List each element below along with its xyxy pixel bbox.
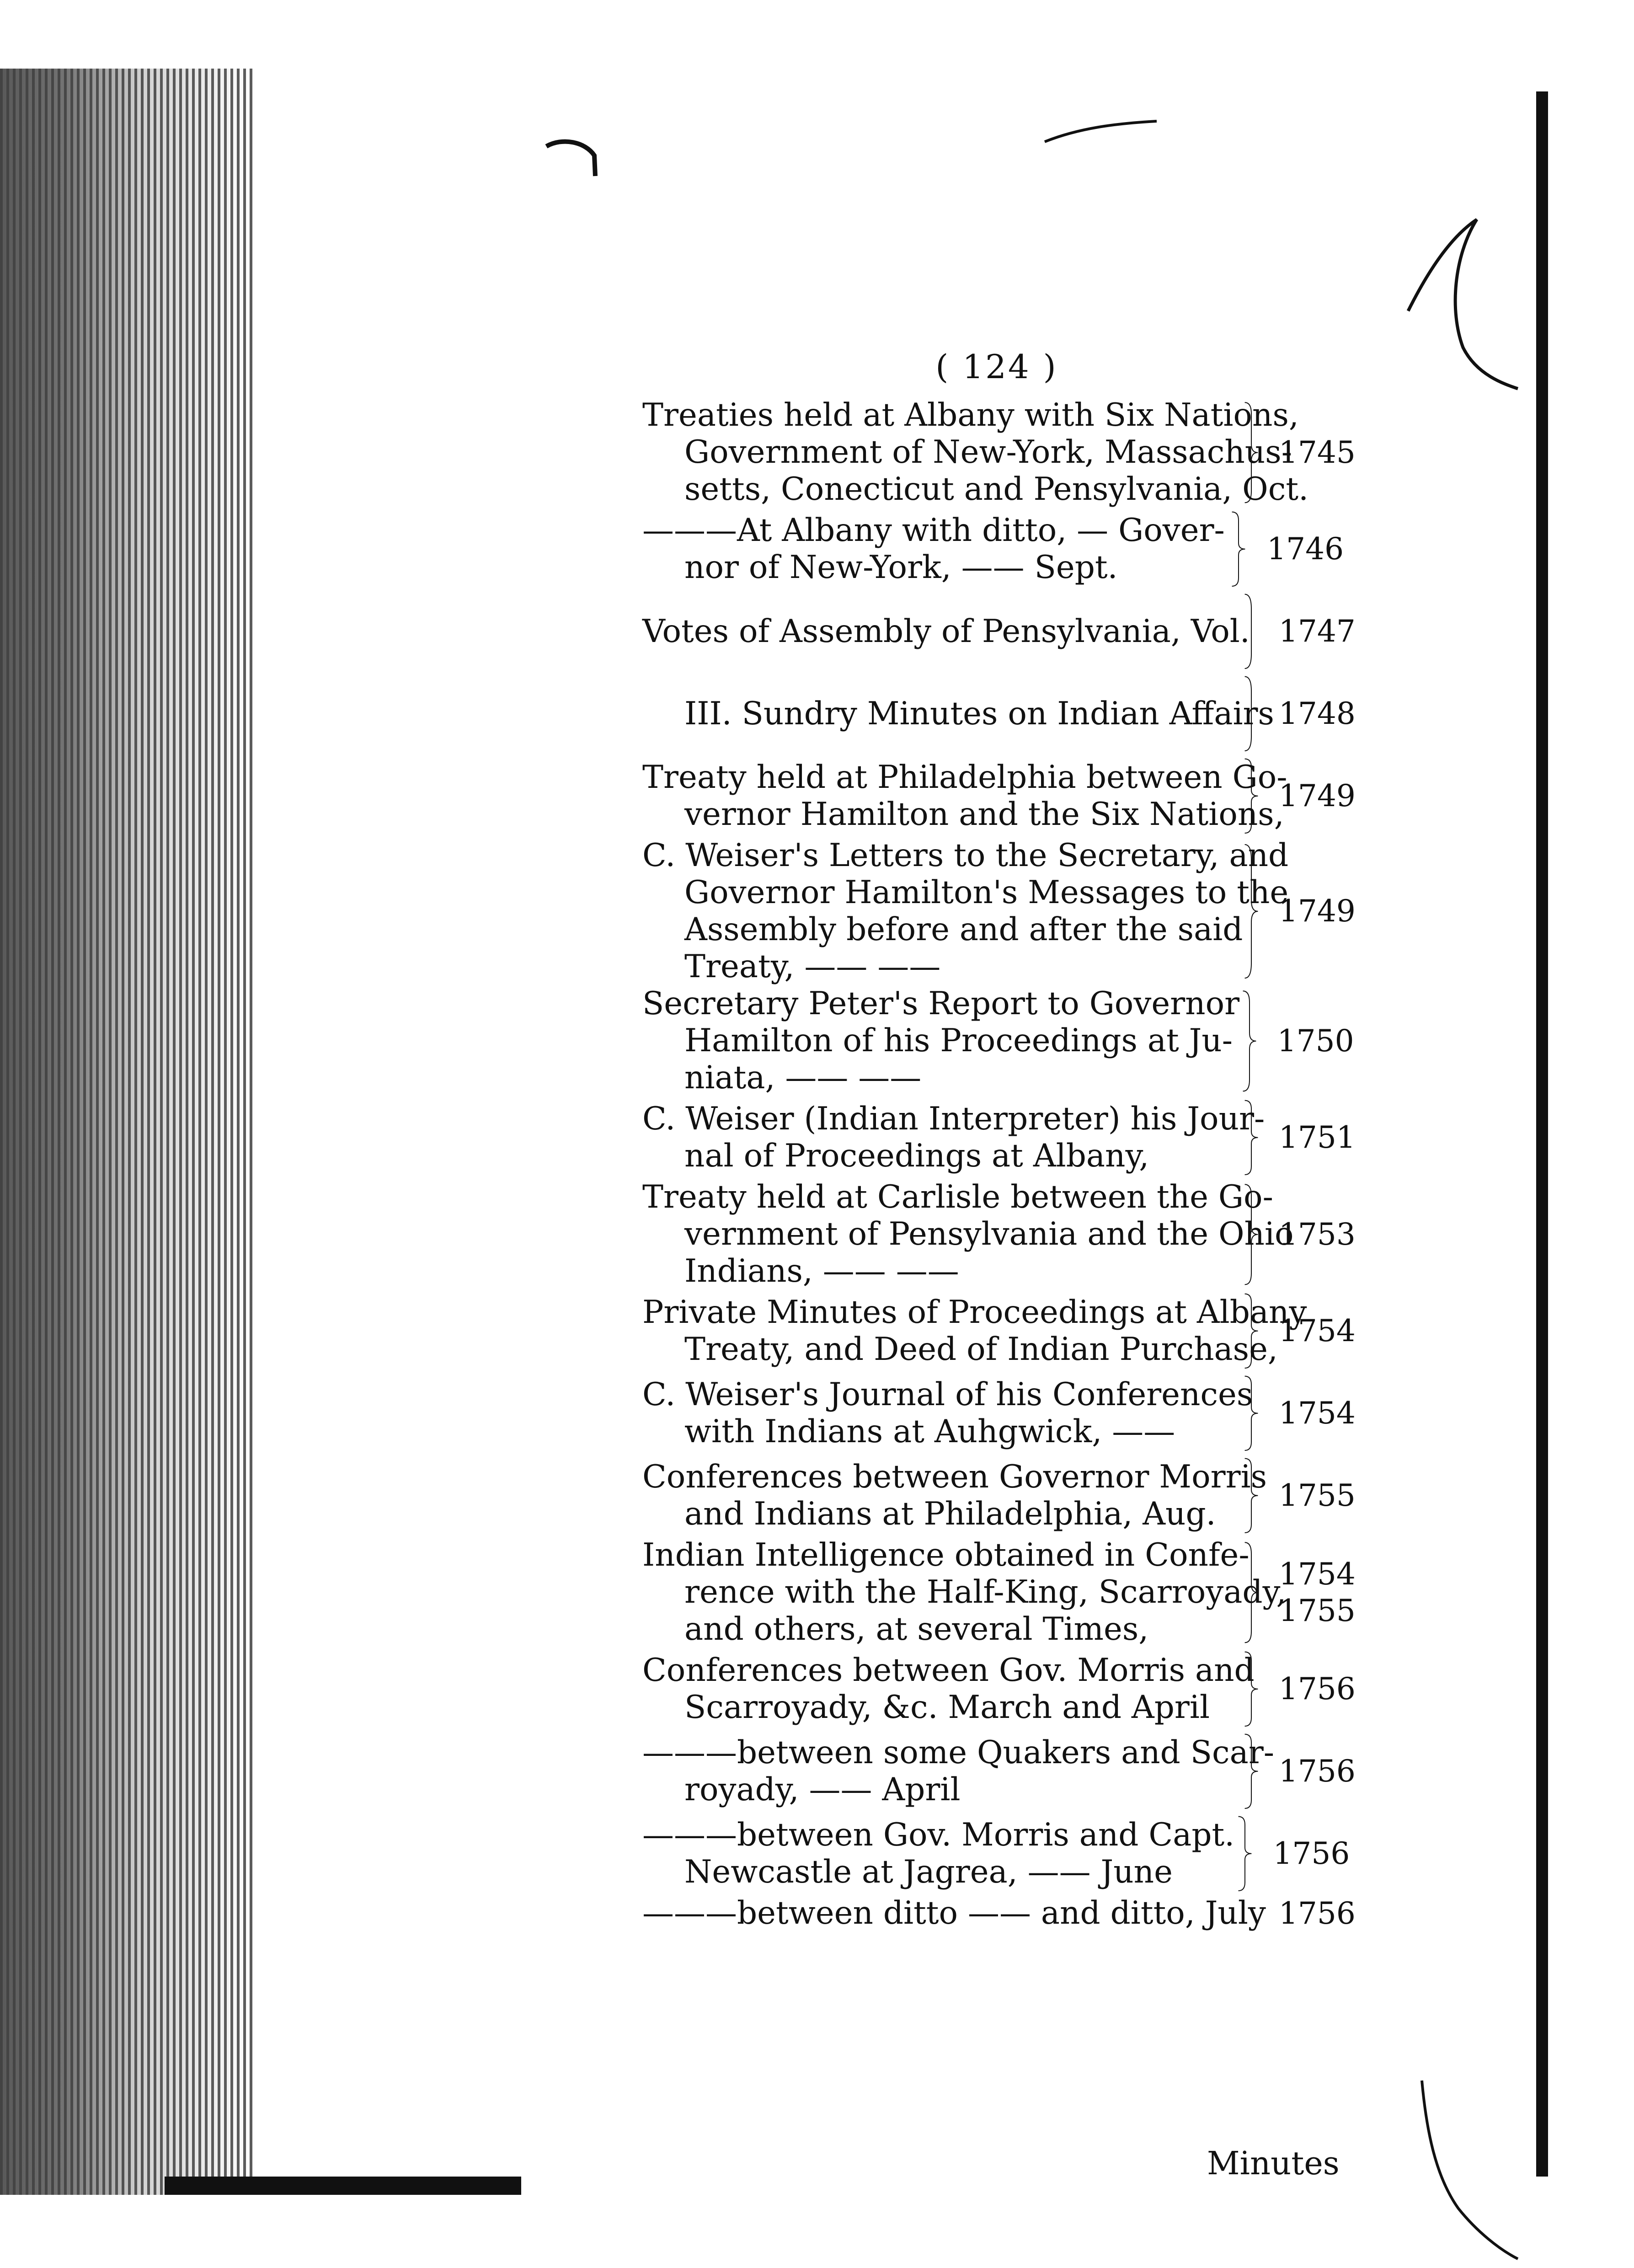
handwritten-annotation-right (1399, 210, 1527, 402)
toc-entry (642, 397, 1383, 508)
brace-icon (1241, 397, 1261, 508)
entry-year: 1753 (1278, 1216, 1356, 1252)
entry-text: Private Minutes of Proceedings at Albany Treaty, and Deed of Indian Purchase, (642, 1294, 1307, 1368)
entry-year: 1755 (1278, 1478, 1356, 1513)
entry-text: Treaties held at Albany with Six Nations, Government of New-York, Massachus- setts, Conecticut and Pensylvania, Oct. (642, 397, 1309, 508)
entry-text: Conferences between Gov. Morris and Scarroyady, &c. March and April (642, 1652, 1255, 1726)
entry-text: ———between ditto —— and ditto, July (642, 1895, 1266, 1931)
handwritten-mark-top-left (544, 133, 608, 183)
entry-text: Secretary Peter's Report to Governor Hamilton of his Proceedings at Ju- niata, —— —— (642, 985, 1240, 1096)
brace-icon (1241, 1372, 1261, 1455)
toc-entry (642, 1895, 1383, 1932)
scan-shadow-bottom (165, 2177, 521, 2195)
toc-entry (642, 1730, 1383, 1813)
entry-year: 1747 (1278, 614, 1356, 649)
entry-text: ———between some Quakers and Scar- royady, —— April (642, 1734, 1275, 1808)
entry-text: Indian Intelligence obtained in Confe- rence with the Half-King, Scarroyady, and others, at several Times, (642, 1537, 1287, 1648)
brace-icon (1241, 1648, 1261, 1730)
toc-entry (642, 1813, 1383, 1895)
brace-icon (1241, 1290, 1261, 1372)
entry-year: 1756 (1278, 1895, 1356, 1931)
entry-year: 1751 (1278, 1120, 1356, 1155)
toc-entry (642, 1455, 1383, 1537)
catchword: Minutes (1207, 2145, 1340, 2182)
scan-shadow-right (1536, 91, 1548, 2177)
toc-entry (642, 1537, 1383, 1648)
toc-entry (642, 1372, 1383, 1455)
brace-icon (1241, 1455, 1261, 1537)
toc-entry (642, 837, 1383, 985)
entry-text: C. Weiser's Journal of his Conferences with Indians at Auhgwick, —— (642, 1376, 1253, 1450)
entry-year: 1749 (1278, 778, 1356, 813)
entry-text: Votes of Assembly of Pensylvania, Vol. (642, 613, 1250, 650)
entry-year: 1754 (1278, 1313, 1356, 1348)
page-number: ( 124 ) (935, 348, 1058, 386)
entry-year: 1746 (1267, 531, 1344, 567)
brace-icon (1241, 1730, 1261, 1813)
brace-icon (1241, 1537, 1261, 1648)
entry-year: 1756 (1278, 1671, 1356, 1706)
brace-icon (1241, 837, 1261, 985)
toc-entry (642, 673, 1383, 755)
table-of-contents (642, 397, 1383, 1932)
toc-entry (642, 985, 1383, 1097)
toc-entry (642, 508, 1383, 590)
toc-entry (642, 590, 1383, 673)
brace-icon (1241, 755, 1261, 837)
brace-icon (1227, 508, 1250, 590)
entry-year: 1754 (1278, 1396, 1356, 1431)
toc-entry (642, 755, 1383, 837)
handwritten-mark-top (1042, 114, 1161, 151)
entry-year: 1754 1755 (1278, 1556, 1356, 1628)
brace-icon (1239, 985, 1260, 1097)
entry-year: 1750 (1277, 1023, 1354, 1059)
entry-text: Conferences between Governor Morris and Indians at Philadelphia, Aug. (642, 1459, 1267, 1532)
brace-icon (1241, 590, 1261, 673)
brace-icon (1241, 1179, 1261, 1290)
entry-year: 1756 (1278, 1754, 1356, 1789)
entry-text: III. Sundry Minutes on Indian Affairs (684, 695, 1274, 732)
entry-text: C. Weiser's Letters to the Secretary, and Governor Hamilton's Messages to the Assembly before and after the said Treaty, —— —— (642, 837, 1289, 985)
entry-text: C. Weiser (Indian Interpreter) his Jour- nal of Proceedings at Albany, (642, 1101, 1265, 1174)
entry-text: Treaty held at Philadelphia between Go- vernor Hamilton and the Six Nations, (642, 759, 1287, 833)
toc-entry (642, 1179, 1383, 1290)
toc-entry (642, 1290, 1383, 1372)
entry-text: Treaty held at Carlisle between the Go- vernment of Pensylvania and the Ohio Indians, —— —— (642, 1179, 1294, 1289)
toc-entry (642, 1648, 1383, 1730)
entry-text: ———At Albany with ditto, — Gover- nor of New-York, —— Sept. (642, 512, 1225, 586)
entry-year: 1748 (1278, 696, 1356, 731)
brace-icon (1234, 1813, 1255, 1895)
handwritten-annotation-bottom-right (1408, 2076, 1527, 2268)
entry-year: 1745 (1278, 434, 1356, 470)
brace-icon (1241, 673, 1261, 755)
brace-icon (1241, 1097, 1261, 1179)
entry-year: 1749 (1278, 893, 1356, 929)
entry-year: 1756 (1273, 1836, 1350, 1871)
toc-entry (642, 1097, 1383, 1179)
scan-shadow-left (0, 69, 256, 2195)
entry-text: ———between Gov. Morris and Capt. Newcastle at Jagrea, —— June (642, 1817, 1235, 1890)
